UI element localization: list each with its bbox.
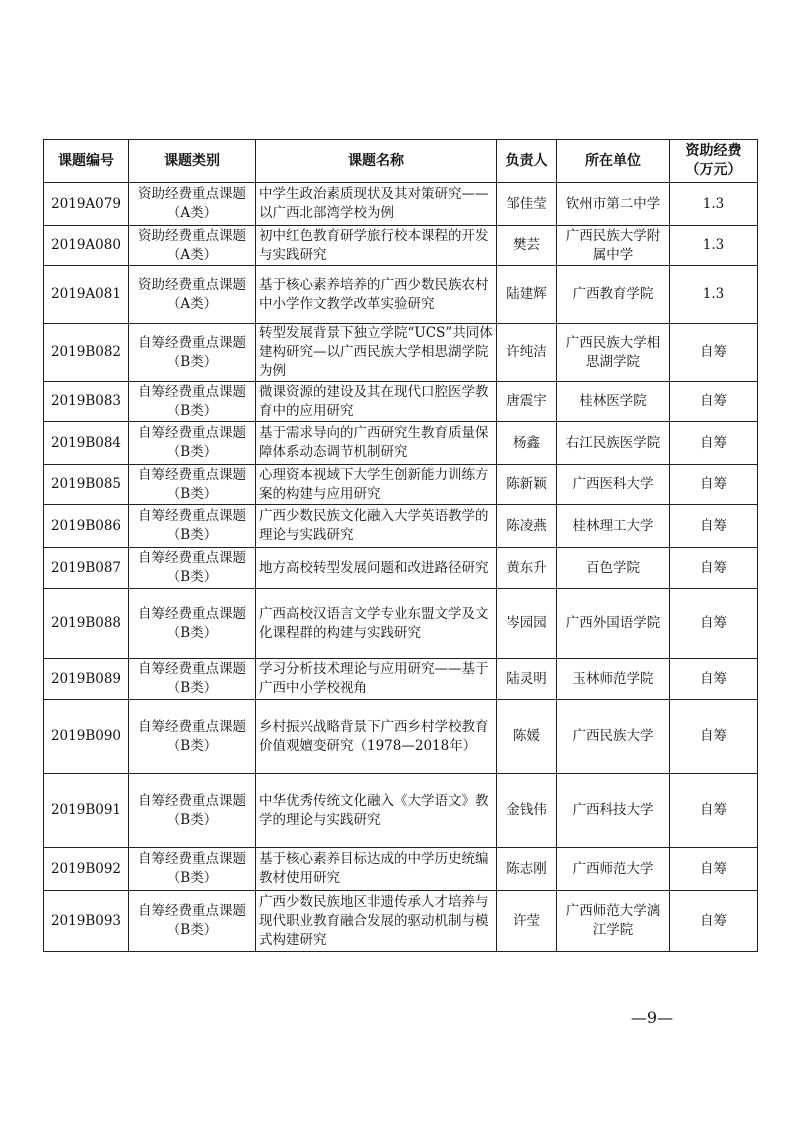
cell-name: 广西少数民族文化融入大学英语教学的理论与实践研究: [256, 505, 497, 548]
table-row: [44, 183, 758, 226]
cell-leader: 许纯洁: [497, 324, 557, 382]
cell-code: 2019B084: [44, 422, 129, 465]
cell-code: 2019B086: [44, 505, 129, 548]
cell-leader: 陆建辉: [497, 266, 557, 324]
cell-type: 自筹经费重点课题（B类）: [129, 848, 256, 891]
cell-unit: 钦州市第二中学: [557, 183, 670, 226]
cell-name: 中学生政治素质现状及其对策研究——以广西北部湾学校为例: [256, 183, 497, 226]
cell-leader: 黄东升: [497, 548, 557, 589]
table-row: [44, 422, 758, 465]
cell-name: 心理资本视域下大学生创新能力训练方案的构建与应用研究: [256, 465, 497, 505]
cell-leader: 邹佳莹: [497, 183, 557, 226]
cell-funding: 1.3: [670, 226, 758, 266]
cell-leader: 陆灵明: [497, 659, 557, 700]
cell-name: 基于需求导向的广西研究生教育质量保障体系动态调节机制研究: [256, 422, 497, 465]
table-row: [44, 324, 758, 382]
project-table: [43, 139, 758, 952]
cell-unit: 广西医科大学: [557, 465, 670, 505]
cell-type: 自筹经费重点课题（B类）: [129, 382, 256, 422]
cell-type: 自筹经费重点课题（B类）: [129, 891, 256, 952]
table-row: [44, 505, 758, 548]
cell-type: 自筹经费重点课题（B类）: [129, 465, 256, 505]
cell-type: 自筹经费重点课题（B类）: [129, 548, 256, 589]
cell-funding: 1.3: [670, 183, 758, 226]
cell-funding: 自筹: [670, 659, 758, 700]
cell-leader: 唐震宇: [497, 382, 557, 422]
cell-code: 2019B087: [44, 548, 129, 589]
cell-funding: 自筹: [670, 422, 758, 465]
table-row: [44, 891, 758, 952]
cell-name: 广西少数民族地区非遗传承人才培养与现代职业教育融合发展的驱动机制与模式构建研究: [256, 891, 497, 952]
cell-unit: 桂林医学院: [557, 382, 670, 422]
table-row: [44, 266, 758, 324]
cell-type: 自筹经费重点课题（B类）: [129, 700, 256, 774]
cell-unit: 广西民族大学: [557, 700, 670, 774]
table-header-row: [44, 140, 758, 183]
table-row: [44, 382, 758, 422]
cell-type: 资助经费重点课题（A类）: [129, 226, 256, 266]
cell-leader: 金钱伟: [497, 774, 557, 848]
cell-leader: 陈凌燕: [497, 505, 557, 548]
cell-type: 资助经费重点课题（A类）: [129, 266, 256, 324]
cell-leader: 岑园园: [497, 589, 557, 659]
cell-code: 2019B090: [44, 700, 129, 774]
cell-code: 2019A081: [44, 266, 129, 324]
cell-code: 2019B089: [44, 659, 129, 700]
cell-code: 2019B088: [44, 589, 129, 659]
header-leader: 负责人: [497, 140, 557, 183]
cell-leader: 樊芸: [497, 226, 557, 266]
cell-code: 2019B093: [44, 891, 129, 952]
cell-name: 初中红色教育研学旅行校本课程的开发与实践研究: [256, 226, 497, 266]
header-unit: 所在单位: [557, 140, 670, 183]
cell-code: 2019A079: [44, 183, 129, 226]
cell-leader: 陈媛: [497, 700, 557, 774]
cell-funding: 自筹: [670, 891, 758, 952]
cell-unit: 广西师范大学: [557, 848, 670, 891]
header-code: 课题编号: [44, 140, 129, 183]
cell-funding: 自筹: [670, 548, 758, 589]
cell-unit: 桂林理工大学: [557, 505, 670, 548]
cell-funding: 自筹: [670, 382, 758, 422]
cell-code: 2019B082: [44, 324, 129, 382]
header-funding: 资助经费（万元）: [670, 140, 758, 183]
cell-funding: 自筹: [670, 848, 758, 891]
table-row: [44, 774, 758, 848]
cell-name: 乡村振兴战略背景下广西乡村学校教育价值观嬗变研究（1978—2018年）: [256, 700, 497, 774]
cell-name: 基于核心素养培养的广西少数民族农村中小学作文教学改革实验研究: [256, 266, 497, 324]
cell-name: 地方高校转型发展问题和改进路径研究: [256, 548, 497, 589]
cell-name: 广西高校汉语言文学专业东盟文学及文化课程群的构建与实践研究: [256, 589, 497, 659]
cell-unit: 玉林师范学院: [557, 659, 670, 700]
cell-unit: 广西科技大学: [557, 774, 670, 848]
cell-unit: 广西民族大学相思湖学院: [557, 324, 670, 382]
cell-funding: 自筹: [670, 589, 758, 659]
cell-type: 自筹经费重点课题（B类）: [129, 589, 256, 659]
cell-unit: 广西民族大学附属中学: [557, 226, 670, 266]
cell-name: 微课资源的建设及其在现代口腔医学教育中的应用研究: [256, 382, 497, 422]
cell-code: 2019B092: [44, 848, 129, 891]
cell-funding: 1.3: [670, 266, 758, 324]
cell-code: 2019B083: [44, 382, 129, 422]
cell-type: 资助经费重点课题（A类）: [129, 183, 256, 226]
cell-code: 2019B091: [44, 774, 129, 848]
table-row: [44, 659, 758, 700]
table-row: [44, 700, 758, 774]
cell-funding: 自筹: [670, 324, 758, 382]
cell-leader: 陈志刚: [497, 848, 557, 891]
cell-type: 自筹经费重点课题（B类）: [129, 324, 256, 382]
table-row: [44, 548, 758, 589]
cell-name: 中华优秀传统文化融入《大学语文》教学的理论与实践研究: [256, 774, 497, 848]
cell-name: 基于核心素养目标达成的中学历史统编教材使用研究: [256, 848, 497, 891]
cell-funding: 自筹: [670, 465, 758, 505]
cell-unit: 右江民族医学院: [557, 422, 670, 465]
cell-unit: 百色学院: [557, 548, 670, 589]
page-number: —9—: [630, 1008, 674, 1027]
cell-funding: 自筹: [670, 700, 758, 774]
cell-code: 2019B085: [44, 465, 129, 505]
cell-type: 自筹经费重点课题（B类）: [129, 774, 256, 848]
cell-unit: 广西外国语学院: [557, 589, 670, 659]
header-type: 课题类别: [129, 140, 256, 183]
cell-unit: 广西教育学院: [557, 266, 670, 324]
cell-funding: 自筹: [670, 505, 758, 548]
table-row: [44, 848, 758, 891]
cell-unit: 广西师范大学漓江学院: [557, 891, 670, 952]
cell-code: 2019A080: [44, 226, 129, 266]
cell-leader: 杨鑫: [497, 422, 557, 465]
table-row: [44, 226, 758, 266]
cell-type: 自筹经费重点课题（B类）: [129, 422, 256, 465]
cell-name: 转型发展背景下独立学院“UCS”共同体建构研究—以广西民族大学相思湖学院为例: [256, 324, 497, 382]
cell-funding: 自筹: [670, 774, 758, 848]
cell-leader: 陈新颖: [497, 465, 557, 505]
cell-leader: 许莹: [497, 891, 557, 952]
table-row: [44, 465, 758, 505]
table-row: [44, 589, 758, 659]
header-name: 课题名称: [256, 140, 497, 183]
cell-type: 自筹经费重点课题（B类）: [129, 505, 256, 548]
cell-name: 学习分析技术理论与应用研究——基于广西中小学校视角: [256, 659, 497, 700]
cell-type: 自筹经费重点课题（B类）: [129, 659, 256, 700]
